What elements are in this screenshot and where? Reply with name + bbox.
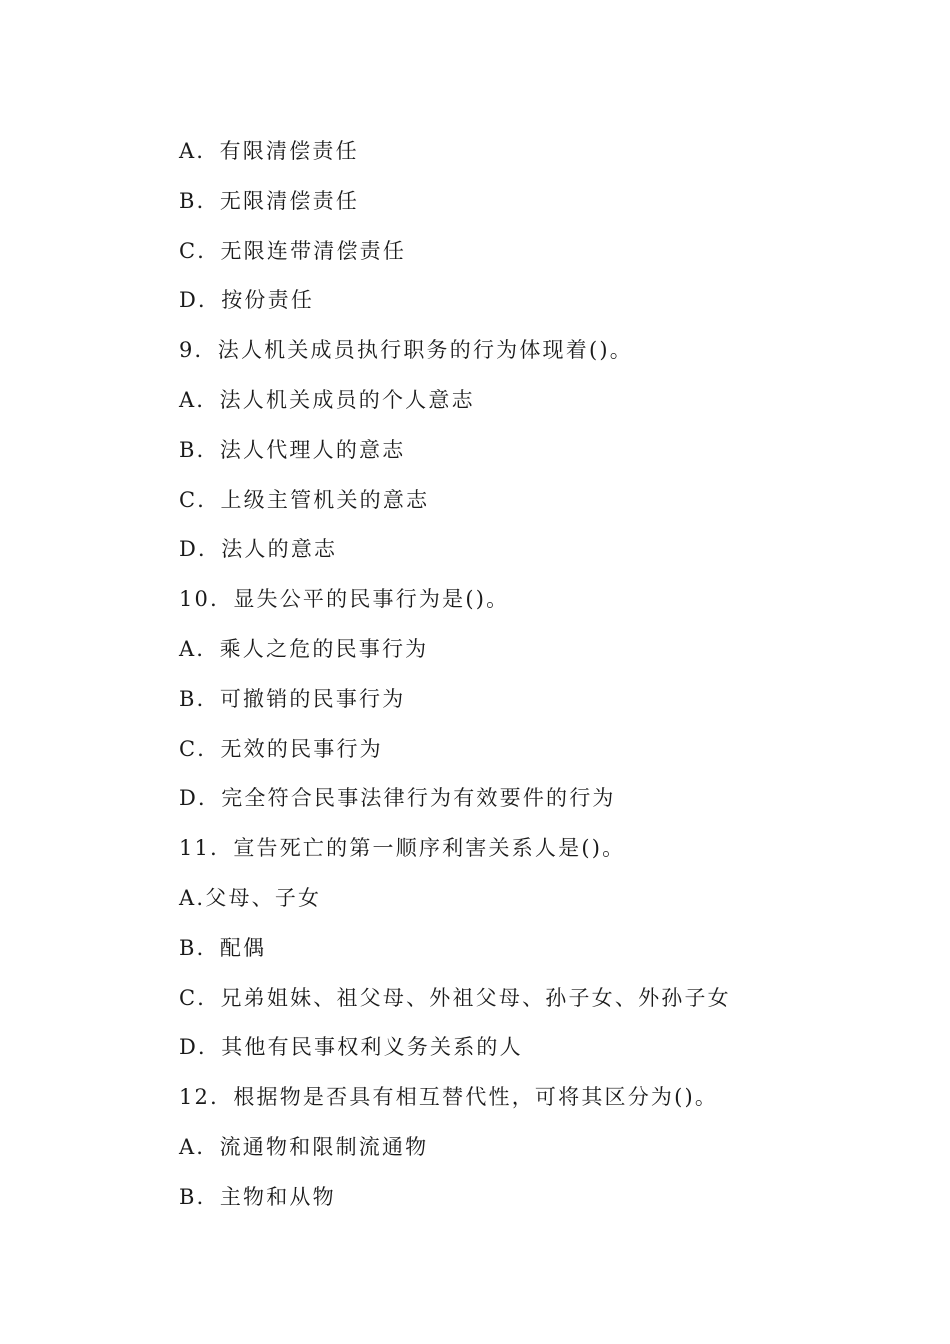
question-line: 12．根据物是否具有相互替代性，可将其区分为()。 [179, 1085, 719, 1110]
question-line: 10．显失公平的民事行为是()。 [179, 587, 510, 612]
option-line: D．法人的意志 [179, 537, 338, 562]
option-line: A．乘人之危的民事行为 [179, 636, 429, 661]
option-line: D．完全符合民事法律行为有效要件的行为 [179, 786, 616, 811]
option-line: B．法人代理人的意志 [179, 437, 406, 462]
question-line: 11．宣告死亡的第一顺序利害关系人是()。 [179, 836, 626, 861]
option-line: C．上级主管机关的意志 [179, 487, 430, 512]
option-line: B．主物和从物 [179, 1184, 336, 1209]
option-line: A．流通物和限制流通物 [179, 1134, 429, 1159]
question-list [179, 134, 899, 1230]
option-line: C．兄弟姐妹、祖父母、外祖父母、孙子女、外孙子女 [179, 985, 731, 1010]
option-line: C．无效的民事行为 [179, 736, 383, 761]
question-line: 9．法人机关成员执行职务的行为体现着()。 [179, 338, 633, 363]
option-line: A．法人机关成员的个人意志 [179, 387, 475, 412]
option-line: B．配偶 [179, 935, 267, 960]
option-line: C．无限连带清偿责任 [179, 238, 407, 263]
option-line: B．无限清偿责任 [179, 188, 360, 213]
option-line: A.父母、子女 [179, 885, 322, 910]
option-line: D．按份责任 [179, 288, 315, 313]
option-line: B．可撤销的民事行为 [179, 686, 406, 711]
option-line: D．其他有民事权利义务关系的人 [179, 1035, 523, 1060]
option-line: A．有限清偿责任 [179, 139, 359, 163]
